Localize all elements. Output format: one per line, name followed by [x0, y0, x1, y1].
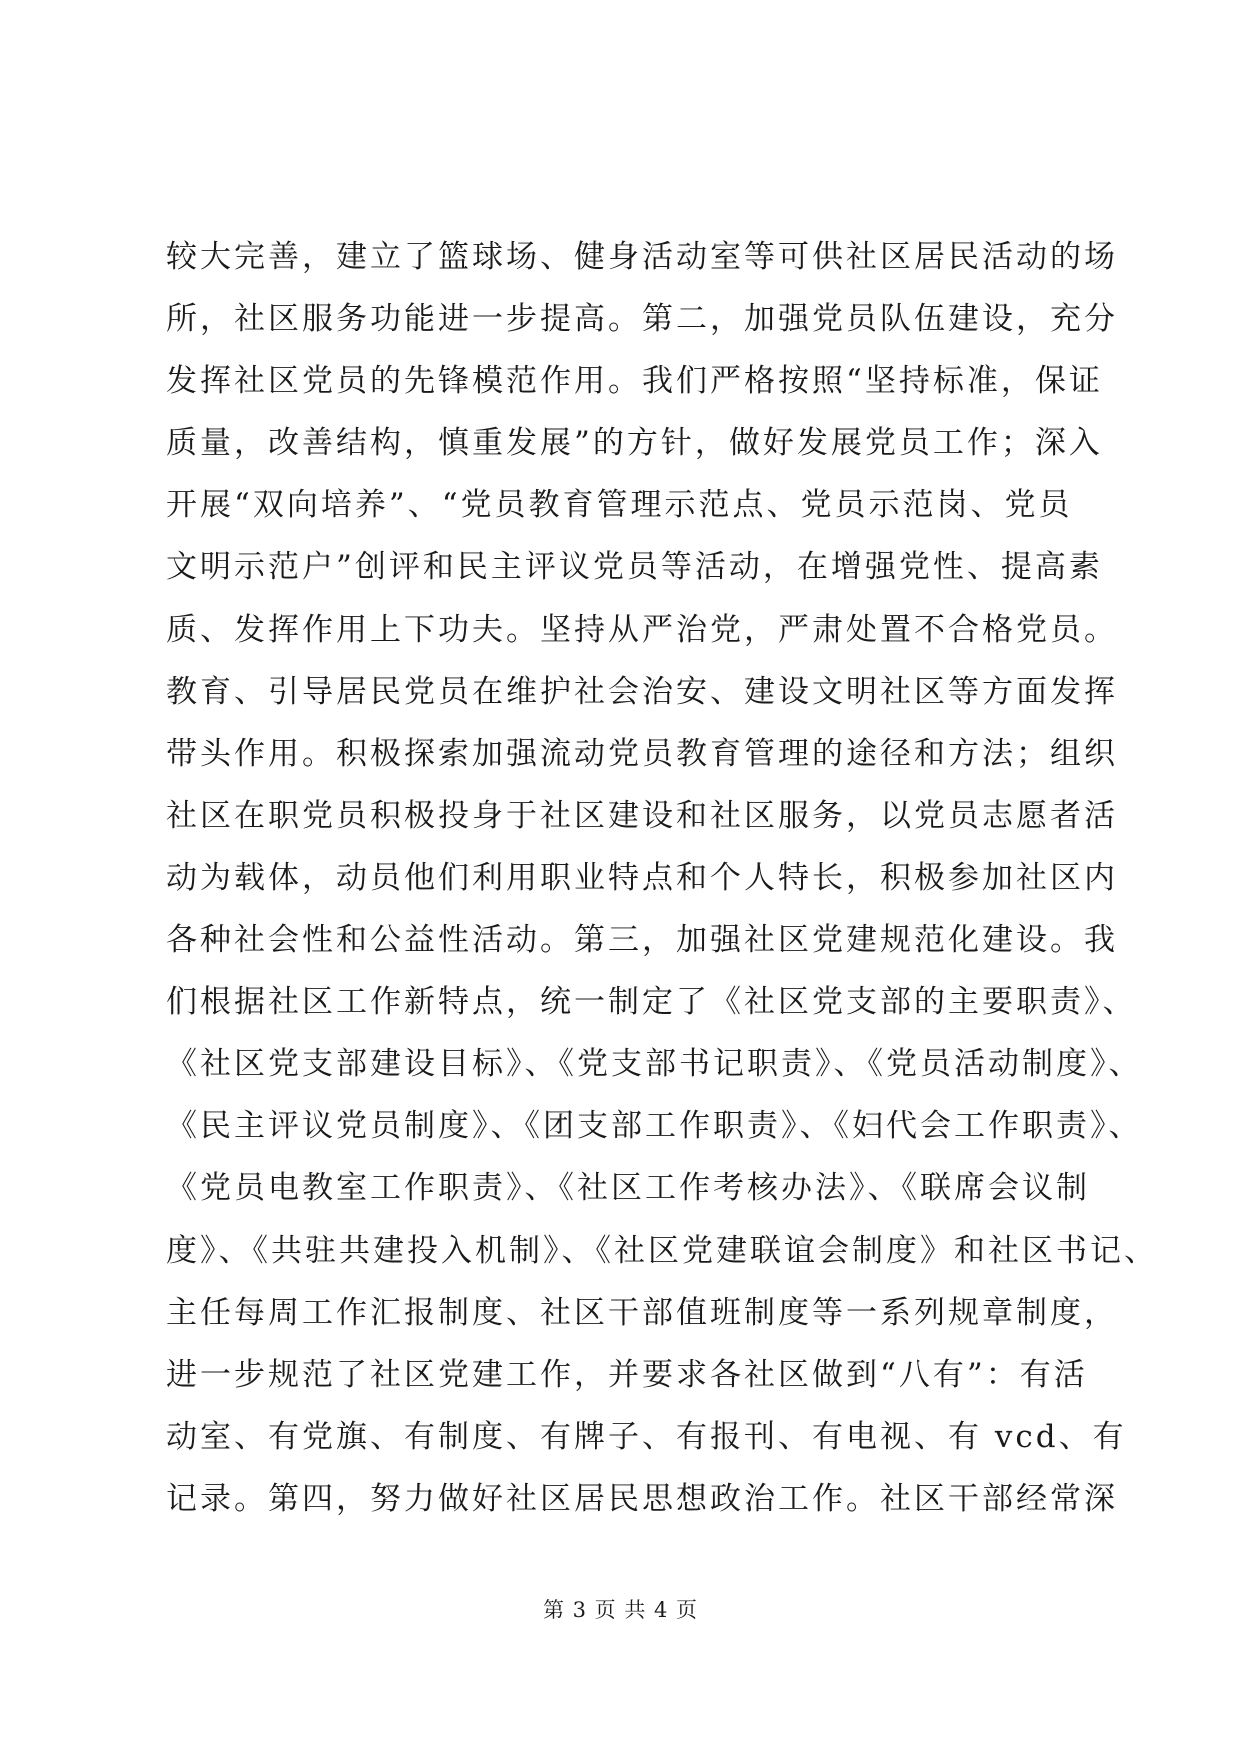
text-line: 发挥社区党员的先锋模范作用。我们严格按照“坚持标准，保证 — [166, 363, 1103, 400]
text-line: 动为载体，动员他们利用职业特点和个人特长，积极参加社区内 — [166, 859, 1118, 896]
text-line: 所，社区服务功能进一步提高。第二，加强党员队伍建设，充分 — [166, 301, 1118, 338]
text-line: 度》、《共驻共建投入机制》、《社区党建联谊会制度》和社区书记、 — [166, 1232, 1158, 1269]
text-line: 记录。第四，努力做好社区居民思想政治工作。社区干部经常深 — [166, 1480, 1118, 1517]
text-line: 文明示范户”创评和民主评议党员等活动，在增强党性、提高素 — [166, 549, 1103, 586]
text-line: 质、发挥作用上下功夫。坚持从严治党，严肃处置不合格党员。 — [166, 611, 1118, 648]
text-line: 带头作用。积极探索加强流动党员教育管理的途径和方法；组织 — [166, 735, 1118, 772]
text-line: 较大完善，建立了篮球场、健身活动室等可供社区居民活动的场 — [166, 239, 1118, 275]
text-line: 质量，改善结构，慎重发展”的方针，做好发展党员工作；深入 — [166, 425, 1103, 462]
text-line: 《民主评议党员制度》、《团支部工作职责》、《妇代会工作职责》、 — [166, 1108, 1143, 1145]
text-line: 各种社会性和公益性活动。第三，加强社区党建规范化建设。我 — [166, 922, 1118, 959]
body-text — [166, 226, 1158, 1530]
page-number-footer: 第 3 页 共 4 页 — [542, 1598, 699, 1622]
text-line: 主任每周工作汇报制度、社区干部值班制度等一系列规章制度， — [166, 1294, 1118, 1331]
text-line: 动室、有党旗、有制度、有牌子、有报刊、有电视、有 vcd、有 — [166, 1418, 1127, 1455]
text-line: 开展“双向培养”、“党员教育管理示范点、党员示范岗、党员 — [166, 487, 1073, 524]
text-line: 教育、引导居民党员在维护社会治安、建设文明社区等方面发挥 — [166, 673, 1118, 710]
text-line: 进一步规范了社区党建工作，并要求各社区做到“八有”：有活 — [166, 1356, 1088, 1393]
text-line: 们根据社区工作新特点，统一制定了《社区党支部的主要职责》、 — [166, 984, 1137, 1021]
text-line: 《社区党支部建设目标》、《党支部书记职责》、《党员活动制度》、 — [166, 1046, 1143, 1083]
text-line: 《党员电教室工作职责》、《社区工作考核办法》、《联席会议制 — [166, 1170, 1090, 1207]
text-line: 社区在职党员积极投身于社区建设和社区服务，以党员志愿者活 — [166, 797, 1118, 834]
